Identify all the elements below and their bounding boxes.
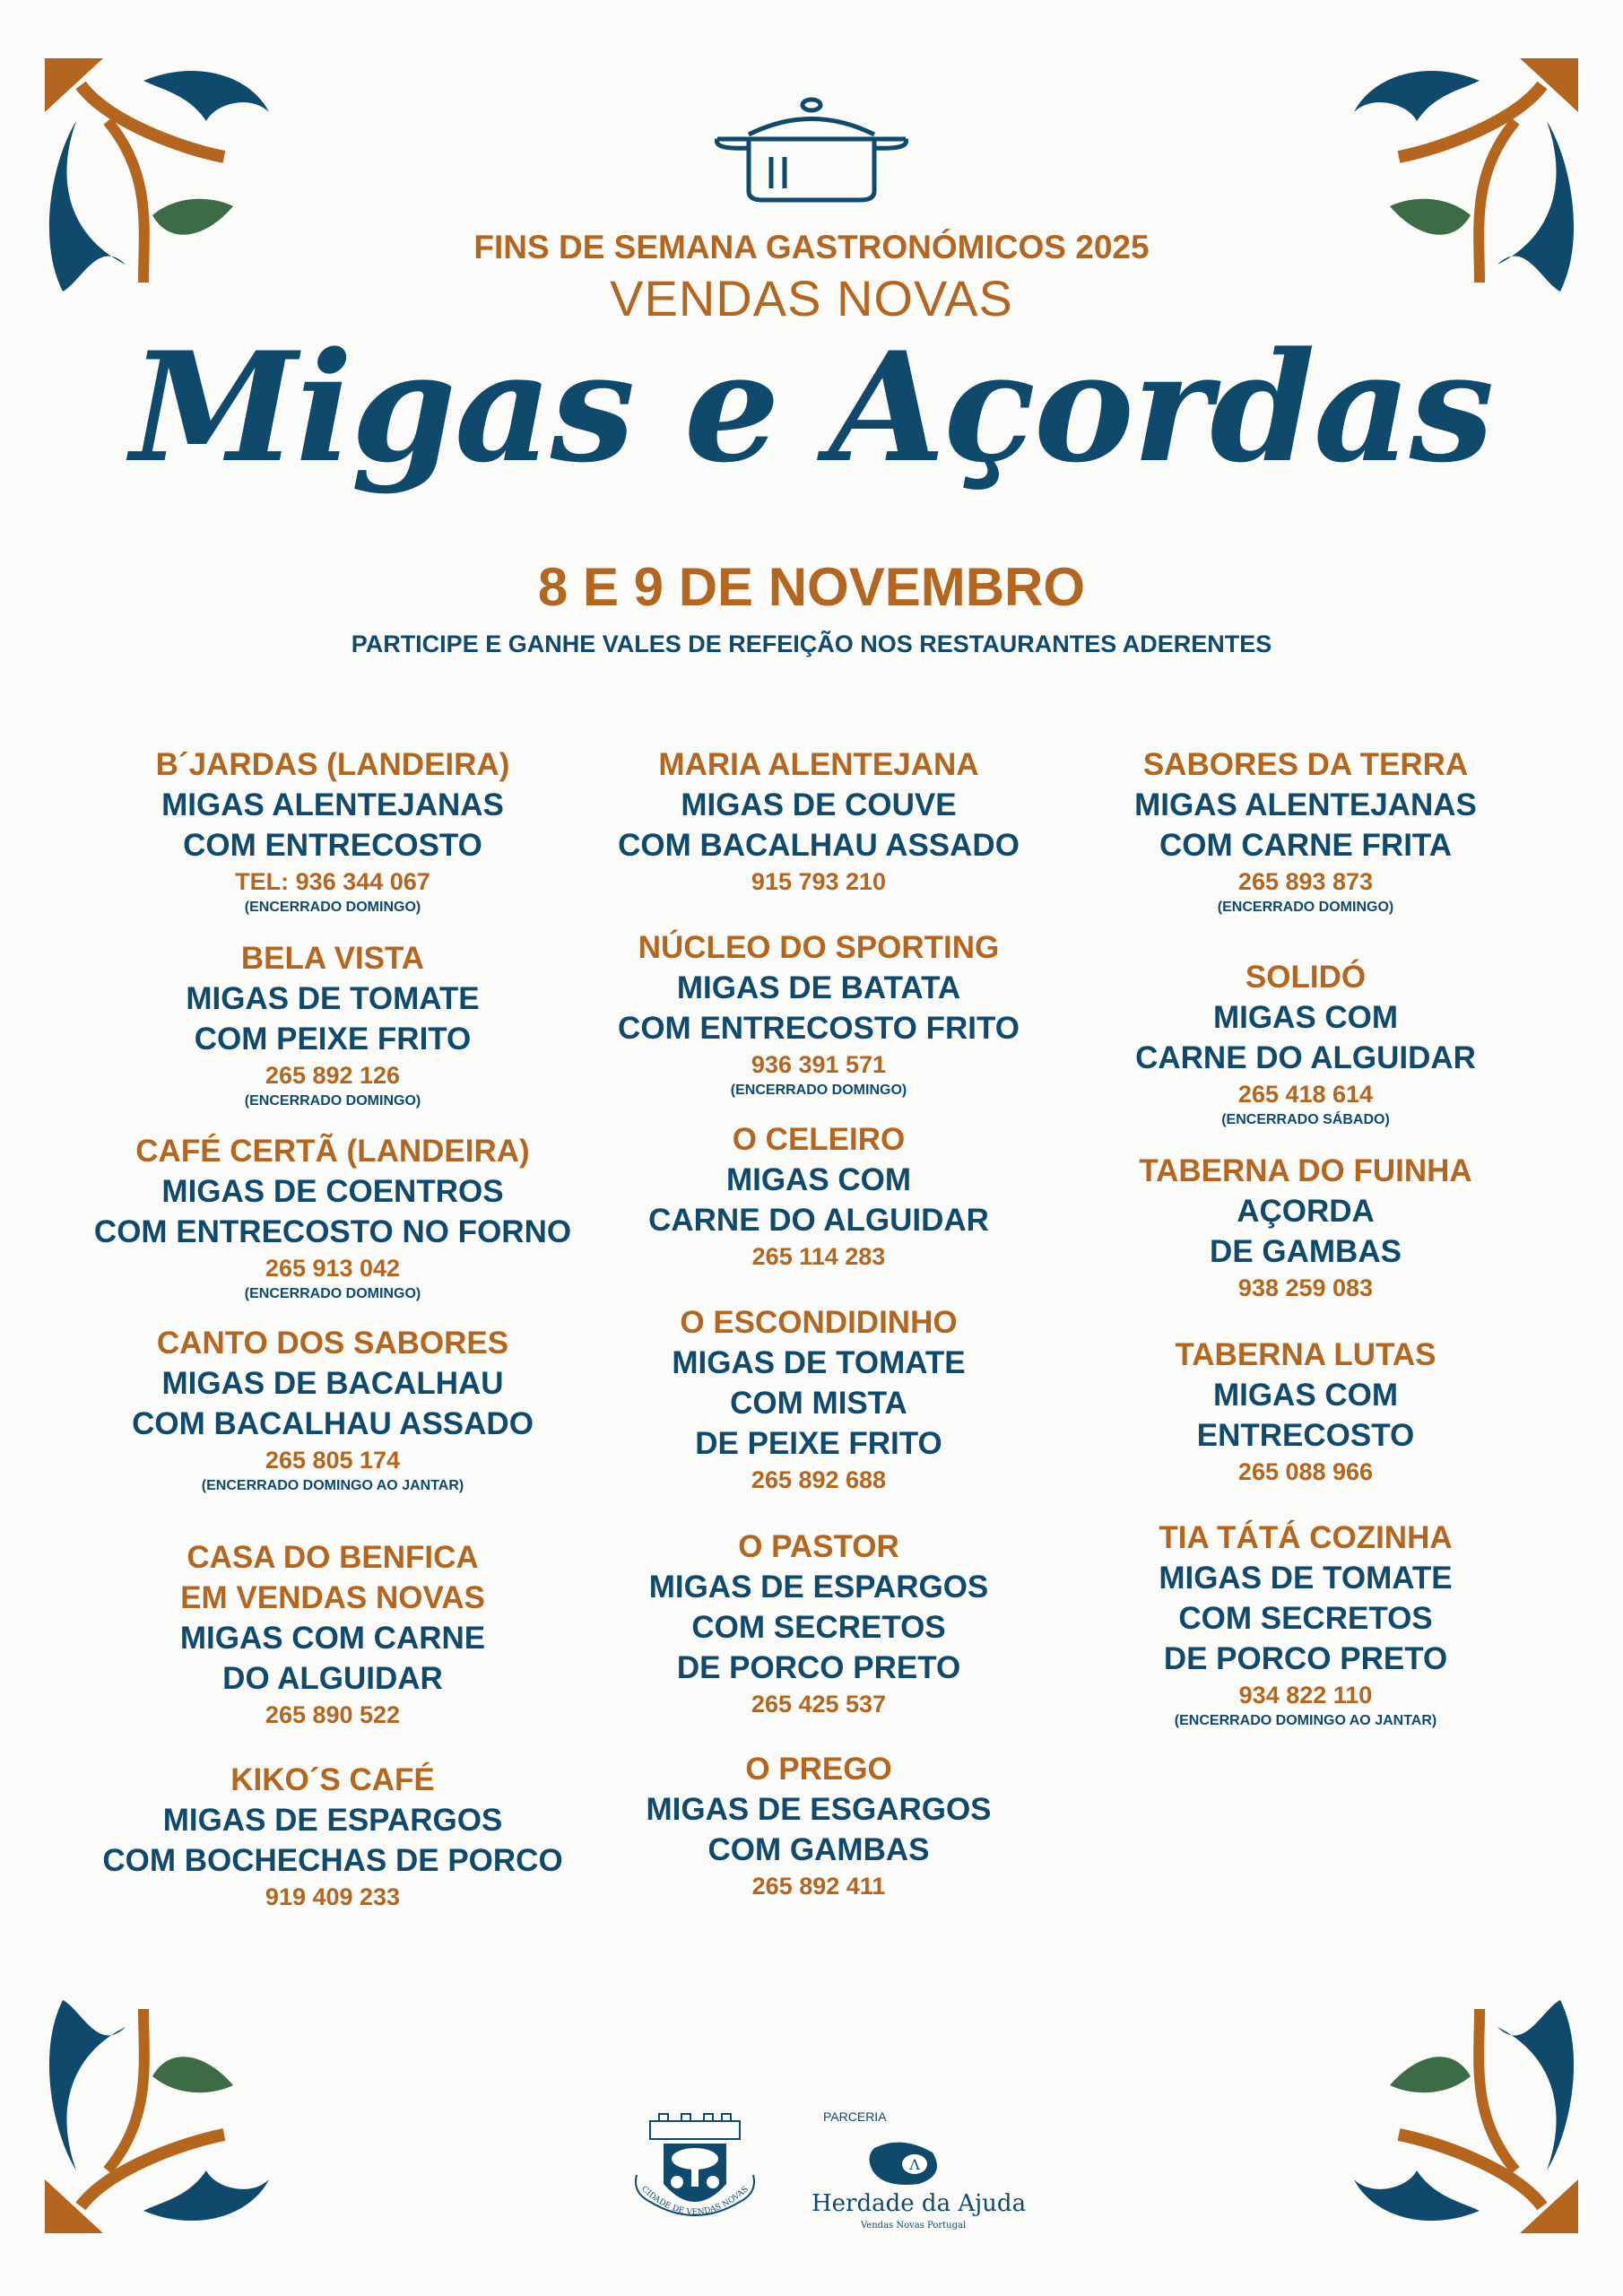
dish-line: COM BOCHECHAS DE PORCO	[102, 1843, 563, 1878]
dish-line: MIGAS DE TOMATE	[672, 1345, 966, 1380]
restaurant-entry	[1037, 1151, 1575, 1304]
restaurant-name: NÚCLEO DO SPORTING	[638, 930, 1000, 965]
closing-note: (ENCERRADO SÁBADO)	[1221, 1112, 1390, 1127]
restaurant-name: O CELEIRO	[732, 1122, 906, 1157]
closing-note: (ENCERRADO DOMINGO)	[730, 1083, 907, 1098]
dish-line: COM ENTRECOSTO	[183, 828, 482, 863]
dish-line: MIGAS DE TOMATE	[186, 981, 480, 1016]
restaurant-name: CANTO DOS SABORES	[156, 1326, 509, 1361]
dish-line: MIGAS COM	[1212, 1378, 1399, 1413]
closing-note: (ENCERRADO DOMINGO)	[1217, 900, 1394, 915]
restaurant-name: KIKO´S CAFÉ	[230, 1762, 435, 1797]
restaurant-name: BELA VISTA	[240, 941, 425, 976]
restaurant-name: SABORES DA TERRA	[1142, 747, 1469, 782]
closing-note: (ENCERRADO DOMINGO AO JANTAR)	[1174, 1713, 1437, 1728]
phone-number: 265 892 126	[265, 1062, 401, 1089]
restaurant-name: B´JARDAS (LANDEIRA)	[155, 747, 510, 782]
dish-line: COM ENTRECOSTO NO FORNO	[93, 1214, 572, 1249]
restaurant-entry	[550, 1302, 1088, 1496]
restaurant-entry	[550, 927, 1088, 1100]
dish-line: MIGAS COM CARNE	[179, 1621, 486, 1656]
dish-line: MIGAS COM	[725, 1162, 912, 1197]
dish-line: COM SECRETOS	[1178, 1601, 1433, 1636]
event-line: FINS DE SEMANA GASTRONÓMICOS 2025	[473, 229, 1150, 265]
restaurant-entry	[1037, 1335, 1575, 1488]
phone-number: 265 890 522	[265, 1701, 401, 1728]
dish-line: MIGAS DE BATATA	[676, 970, 961, 1005]
restaurant-name: O PASTOR	[738, 1529, 899, 1564]
phone-number: 265 892 688	[751, 1466, 887, 1493]
phone-number: 934 822 110	[1238, 1682, 1373, 1709]
partner-name: Herdade da Ajuda	[812, 2190, 1027, 2217]
event-dates: 8 E 9 DE NOVEMBRO	[537, 557, 1086, 617]
closing-note: (ENCERRADO DOMINGO)	[244, 1286, 421, 1301]
dish-line: DE PEIXE FRITO	[695, 1426, 942, 1461]
restaurant-entry	[550, 1526, 1088, 1720]
main-title: Migas e Açordas	[130, 318, 1493, 496]
restaurant-entry	[550, 1749, 1088, 1902]
dish-line: MIGAS DE ESGARGOS	[646, 1792, 992, 1827]
phone-number: 265 892 411	[751, 1873, 886, 1900]
restaurant-entry	[64, 1131, 602, 1304]
dish-line: COM BACALHAU ASSADO	[618, 828, 1020, 863]
phone-number: 936 391 571	[751, 1051, 887, 1078]
restaurant-entry	[550, 744, 1088, 898]
dish-line: CARNE DO ALGUIDAR	[1135, 1040, 1476, 1075]
dish-line: MIGAS DE ESPARGOS	[162, 1803, 503, 1838]
phone-number: 938 259 083	[1237, 1274, 1374, 1301]
phone-number: 265 893 873	[1237, 868, 1374, 895]
restaurant-name: O PREGO	[745, 1752, 892, 1787]
dish-line: CARNE DO ALGUIDAR	[648, 1203, 989, 1238]
herdade-logo-mark	[865, 2139, 942, 2188]
phone-number: TEL: 936 344 067	[235, 868, 430, 895]
restaurant-entry	[550, 1119, 1088, 1273]
partner-location: Vendas Novas Portugal	[861, 2221, 967, 2231]
restaurant-entry	[1037, 744, 1575, 918]
dish-line: MIGAS DE COUVE	[681, 787, 957, 822]
restaurant-name: CASA DO BENFICA	[187, 1540, 479, 1575]
restaurant-entry	[64, 1323, 602, 1496]
dish-line: COM BACALHAU ASSADO	[132, 1406, 534, 1441]
partner-label: PARCERIA	[823, 2109, 887, 2124]
restaurant-name: TABERNA LUTAS	[1175, 1337, 1436, 1372]
dish-line: MIGAS DE TOMATE	[1159, 1561, 1453, 1596]
restaurant-name: MARIA ALENTEJANA	[658, 747, 979, 782]
restaurant-name-line2: EM VENDAS NOVAS	[180, 1580, 485, 1615]
restaurant-name: O ESCONDIDINHO	[680, 1305, 958, 1340]
dish-line: MIGAS COM	[1212, 1000, 1399, 1035]
corner-ornament-bottom-right	[1318, 1973, 1578, 2233]
dish-line: ENTRECOSTO	[1196, 1418, 1415, 1453]
dish-line: DE PORCO PRETO	[1163, 1641, 1448, 1676]
dish-line: COM CARNE FRITA	[1159, 828, 1452, 863]
phone-number: 265 114 283	[751, 1243, 886, 1270]
restaurant-entry	[64, 1760, 602, 1913]
dish-line: DE PORCO PRETO	[676, 1650, 961, 1685]
restaurant-name: SOLIDÓ	[1245, 960, 1367, 995]
cooking-pot-icon	[713, 94, 910, 206]
city-crest-logo	[632, 2112, 758, 2233]
restaurant-name: TIA TÁTÁ COZINHA	[1159, 1520, 1453, 1555]
dish-line: COM GAMBAS	[707, 1832, 930, 1867]
dish-line: MIGAS DE BACALHAU	[161, 1366, 504, 1401]
phone-number: 265 418 614	[1237, 1081, 1374, 1108]
dish-line: AÇORDA	[1237, 1194, 1375, 1229]
corner-ornament-bottom-left	[45, 1973, 305, 2233]
restaurant-entry	[1037, 957, 1575, 1130]
logo-letter: Λ	[909, 2156, 920, 2173]
restaurant-entry	[1037, 1518, 1575, 1731]
dish-line: MIGAS ALENTEJANAS	[1134, 787, 1477, 822]
crest-text: CIDADE DE VENDAS NOVAS	[639, 2185, 751, 2218]
restaurant-name: CAFÉ CERTÃ (LANDEIRA)	[135, 1134, 530, 1169]
phone-number: 265 913 042	[265, 1255, 401, 1282]
dish-line: MIGAS DE COENTROS	[161, 1174, 504, 1209]
dish-line: DO ALGUIDAR	[222, 1661, 443, 1696]
dish-line: MIGAS DE ESPARGOS	[648, 1570, 989, 1605]
restaurant-entry	[64, 744, 602, 918]
restaurant-entry	[64, 938, 602, 1111]
dish-line: MIGAS ALENTEJANAS	[161, 787, 504, 822]
dish-line: COM MISTA	[730, 1386, 907, 1421]
phone-number: 265 805 174	[265, 1447, 401, 1474]
restaurant-name: TABERNA DO FUINHA	[1139, 1153, 1472, 1188]
phone-number: 919 409 233	[265, 1883, 401, 1910]
phone-number: 265 088 966	[1237, 1458, 1374, 1485]
restaurant-entry	[64, 1537, 602, 1731]
closing-note: (ENCERRADO DOMINGO AO JANTAR)	[201, 1478, 464, 1493]
dish-line: DE GAMBAS	[1210, 1234, 1402, 1269]
dish-line: COM SECRETOS	[691, 1610, 946, 1645]
closing-note: (ENCERRADO DOMINGO)	[244, 1093, 421, 1109]
dish-line: COM ENTRECOSTO FRITO	[618, 1011, 1020, 1046]
phone-number: 915 793 210	[751, 868, 887, 895]
phone-number: 265 425 537	[751, 1691, 887, 1718]
dish-line: COM PEIXE FRITO	[194, 1022, 472, 1057]
subtitle: PARTICIPE E GANHE VALES DE REFEIÇÃO NOS RESTAURANTES ADERENTES	[351, 631, 1272, 657]
city-name: VENDAS NOVAS	[610, 270, 1013, 326]
closing-note: (ENCERRADO DOMINGO)	[244, 900, 421, 915]
